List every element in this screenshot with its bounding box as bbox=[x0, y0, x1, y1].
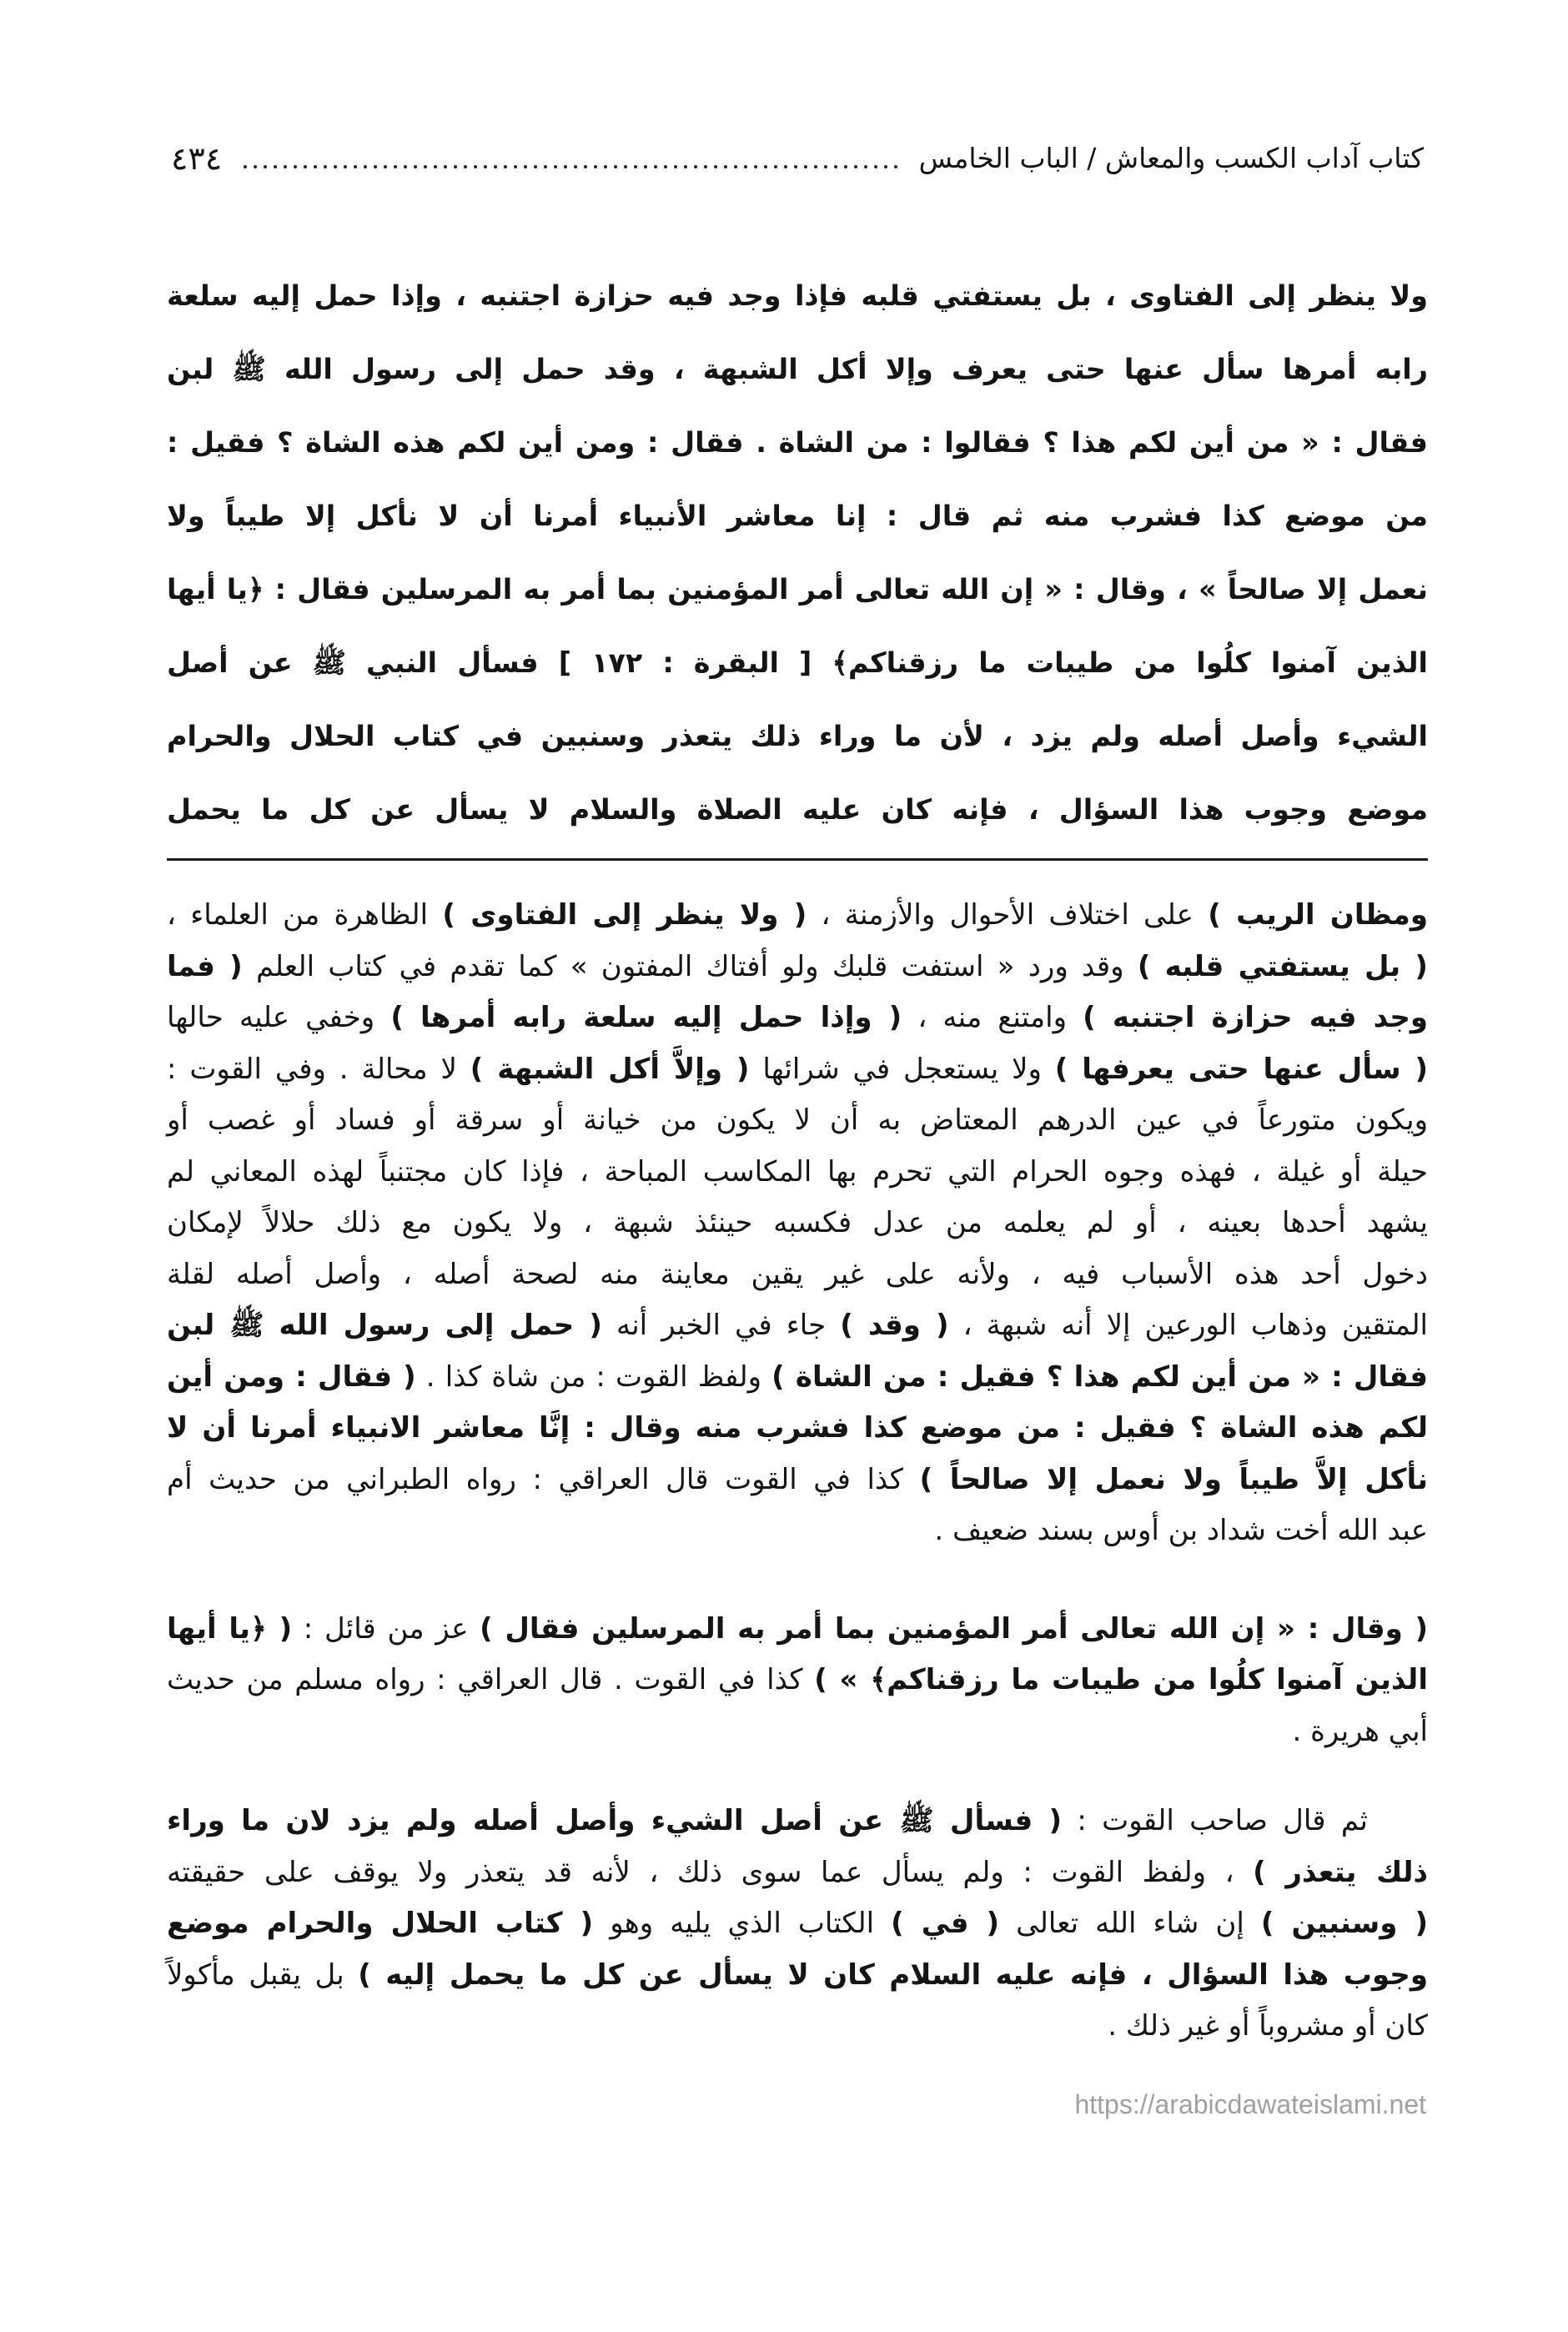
running-header bbox=[171, 133, 1424, 183]
commentary-line bbox=[167, 1604, 1428, 1656]
footnote-separator-rule bbox=[167, 858, 1428, 861]
commentary-line bbox=[167, 1455, 1428, 1506]
commentary-line bbox=[167, 1950, 1428, 2002]
matn-quote-text: الذين آمنوا كلُوا من طيبات ما رزقناكم﴾ » ) bbox=[814, 1663, 1428, 1696]
commentary-line bbox=[167, 1898, 1428, 1950]
matn-quote-text: ( كتاب الحلال والحرام موضع bbox=[167, 1907, 594, 1940]
commentary-line bbox=[167, 1352, 1428, 1404]
matn-quote-text: ( في ) bbox=[891, 1907, 1000, 1940]
commentary-text: ولا يستعجل في شرائها bbox=[749, 1052, 1055, 1086]
commentary-line bbox=[167, 1249, 1428, 1301]
matn-quote-text: ( وقد ) bbox=[840, 1309, 949, 1342]
commentary-text: كذا في القوت . قال العراقي : رواه مسلم من حديث bbox=[167, 1663, 815, 1696]
commentary-line bbox=[167, 1655, 1428, 1706]
main-text-line: من موضع كذا فشرب منه ثم قال : إنا معاشر الأنبياء أمرنا أن لا نأكل إلا طيباً ولا bbox=[167, 500, 1428, 532]
commentary-line bbox=[167, 1147, 1428, 1199]
commentary-line bbox=[167, 1505, 1428, 1557]
main-text-line: نعمل إلا صالحاً » ، وقال : « إن الله تعالى أمر المؤمنين بما أمر به المرسلين فقال : ﴿يا أيها bbox=[167, 573, 1428, 606]
matn-quote-text: وجوب هذا السؤال ، فإنه عليه السلام كان لا يسأل عن كل ما يحمل إليه ) bbox=[358, 1958, 1428, 1992]
commentary-text: دخول أحد هذه الأسباب فيه ، ولأنه على غير يقين معاينة منه لصحة أصله ، وأصل أصله لقلة bbox=[167, 1257, 1428, 1291]
matn-quote-text: ذلك يتعذر ) bbox=[1253, 1855, 1428, 1889]
commentary-line bbox=[167, 993, 1428, 1044]
watermark-url: https://arabicdawateislami.net bbox=[1074, 2089, 1426, 2119]
commentary-line bbox=[167, 1847, 1428, 1899]
commentary-line bbox=[167, 942, 1428, 993]
matn-quote-text: ( وإذا حمل إليه سلعة رابه أمرها ) bbox=[390, 1001, 902, 1034]
commentary bbox=[167, 890, 1428, 2053]
matn-quote-text: ( فما bbox=[167, 949, 243, 983]
commentary-text: ويكون متورعاً في عين الدرهم المعتاض به أن لا يكون من خيانة أو سرقة أو فساد أو غصب أو bbox=[167, 1103, 1428, 1137]
matn-quote-text: ( ﴿يا أيها bbox=[167, 1611, 293, 1646]
header-dot-leader bbox=[240, 164, 900, 169]
commentary-line bbox=[167, 890, 1428, 942]
page-number: ٤٣٤ bbox=[171, 140, 223, 177]
main-text-line: الشيء وأصل أصله ولم يزد ، لأن ما وراء ذلك يتعذر وسنبين في كتاب الحلال والحرام bbox=[167, 720, 1428, 752]
matn-quote-text: ( فسأل ﷺ عن أصل الشيء وأصل أصله ولم يزد لان ما وراء bbox=[167, 1804, 1063, 1837]
commentary-text: بل يقبل مأكولاً bbox=[167, 1958, 359, 1992]
commentary-line bbox=[167, 2001, 1428, 2053]
commentary-text: الظاهرة من العلماء ، bbox=[167, 898, 443, 932]
commentary-text: جاء في الخبر أنه bbox=[601, 1309, 841, 1342]
commentary-text: عز من قائل : bbox=[292, 1611, 480, 1646]
matn-quote-text: ( وقال : « إن الله تعالى أمر المؤمنين بما أمر به المرسلين فقال ) bbox=[480, 1611, 1429, 1646]
matn-quote-text: فقال : « من أين لكم هذا ؟ فقيل : من الشاة ) bbox=[771, 1359, 1428, 1394]
matn-quote-text: نأكل إلاَّ طيباً ولا نعمل إلا صالحاً ) bbox=[919, 1462, 1428, 1496]
matn-quote-text: ( سأل عنها حتى يعرفها ) bbox=[1054, 1052, 1428, 1086]
matn-quote-text: ( ولا ينظر إلى الفتاوى ) bbox=[442, 898, 807, 932]
commentary-line bbox=[167, 1403, 1428, 1455]
running-title: كتاب آداب الكسب والمعاش / الباب الخامس bbox=[918, 142, 1424, 174]
commentary-text: وامتنع منه ، bbox=[902, 1001, 1083, 1034]
matn-quote-text: ( وإلاَّ أكل الشبهة ) bbox=[470, 1052, 750, 1086]
main-text-line: رابه أمرها سأل عنها حتى يعرف وإلا أكل الشبهة ، وقد حمل إلى رسول الله ﷺ لبن bbox=[167, 353, 1428, 385]
commentary-text: على اختلاف الأحوال والأزمنة ، bbox=[807, 898, 1209, 932]
main-text bbox=[167, 259, 1428, 847]
commentary-text: حيلة أو غيلة ، فهذه وجوه الحرام التي تحرم بها المكاسب المباحة ، فإذا كان مجتنباً لهذه المعاني لم bbox=[167, 1154, 1428, 1189]
commentary-text: يشهد أحدها بعينه ، أو لم يعلمه من عدل فكسبه حينئذ شبهة ، ولا يكون مع ذلك حلالاً لإمكان bbox=[167, 1206, 1428, 1239]
commentary-text: أبي هريرة . bbox=[1292, 1714, 1428, 1748]
commentary-text: ثم قال صاحب القوت : bbox=[1062, 1804, 1368, 1837]
commentary-line bbox=[167, 1198, 1428, 1249]
commentary-paragraph bbox=[167, 890, 1428, 1557]
commentary-line bbox=[167, 1706, 1428, 1758]
matn-quote-text: ( حمل إلى رسول الله ﷺ لبن bbox=[167, 1309, 602, 1342]
matn-quote-text: ( وسنبين ) bbox=[1260, 1907, 1429, 1940]
main-text-line: ولا ينظر إلى الفتاوى ، بل يستفتي قلبه فإذا وجد فيه حزازة اجتنبه ، وإذا حمل إليه سلعة bbox=[167, 279, 1428, 312]
matn-quote-text: وجد فيه حزازة اجتنبه ) bbox=[1083, 1001, 1428, 1034]
main-text-line: فقال : « من أين لكم هذا ؟ فقالوا : من الشاة . فقال : ومن أين لكم هذه الشاة ؟ فقيل : bbox=[167, 426, 1428, 459]
matn-quote-text: ( فقال : ومن أين bbox=[167, 1359, 416, 1394]
commentary-text: ولفظ القوت : من شاة كذا . bbox=[415, 1359, 772, 1394]
commentary-text: الكتاب الذي يليه وهو bbox=[593, 1907, 892, 1940]
commentary-text: وقد ورد « استفت قلبك ولو أفتاك المفتون » كما تقدم في كتاب العلم bbox=[242, 949, 1138, 983]
matn-quote-text: ومظان الريب ) bbox=[1208, 898, 1429, 932]
commentary-line bbox=[167, 1796, 1428, 1847]
commentary-line bbox=[167, 1095, 1428, 1147]
commentary-text: إن شاء الله تعالى bbox=[999, 1907, 1261, 1940]
commentary-line bbox=[167, 1300, 1428, 1352]
commentary-text: المتقين وذهاب الورعين إلا أنه شبهة ، bbox=[948, 1309, 1429, 1342]
matn-quote-text: ( بل يستفتي قلبه ) bbox=[1137, 949, 1428, 983]
commentary-line bbox=[167, 1044, 1428, 1096]
main-text-line: الذين آمنوا كلُوا من طيبات ما رزقناكم﴾ [ البقرة : ١٧٢ ] فسأل النبي ﷺ عن أصل bbox=[167, 646, 1428, 679]
main-text-line: موضع وجوب هذا السؤال ، فإنه كان عليه الصلاة والسلام لا يسأل عن كل ما يحمل bbox=[167, 793, 1428, 826]
commentary-text: كذا في القوت قال العراقي : رواه الطبراني من حديث أم bbox=[167, 1462, 920, 1496]
commentary-text: لا محالة . وفي القوت : bbox=[167, 1052, 470, 1086]
commentary-paragraph bbox=[167, 1604, 1428, 1758]
commentary-text: وخفي عليه حالها bbox=[167, 1001, 391, 1034]
matn-quote-text: لكم هذه الشاة ؟ فقيل : من موضع كذا فشرب منه وقال : إنَّا معاشر الانبياء أمرنا أن لا bbox=[167, 1411, 1428, 1445]
commentary-text: كان أو مشروباً أو غير ذلك . bbox=[1108, 2009, 1428, 2043]
commentary-text: عبد الله أخت شداد بن أوس بسند ضعيف . bbox=[934, 1514, 1428, 1547]
commentary-text: ، ولفظ القوت : ولم يسأل عما سوى ذلك ، لأنه قد يتعذر ولا يوقف على حقيقته bbox=[167, 1855, 1254, 1889]
commentary-paragraph bbox=[167, 1796, 1428, 2053]
